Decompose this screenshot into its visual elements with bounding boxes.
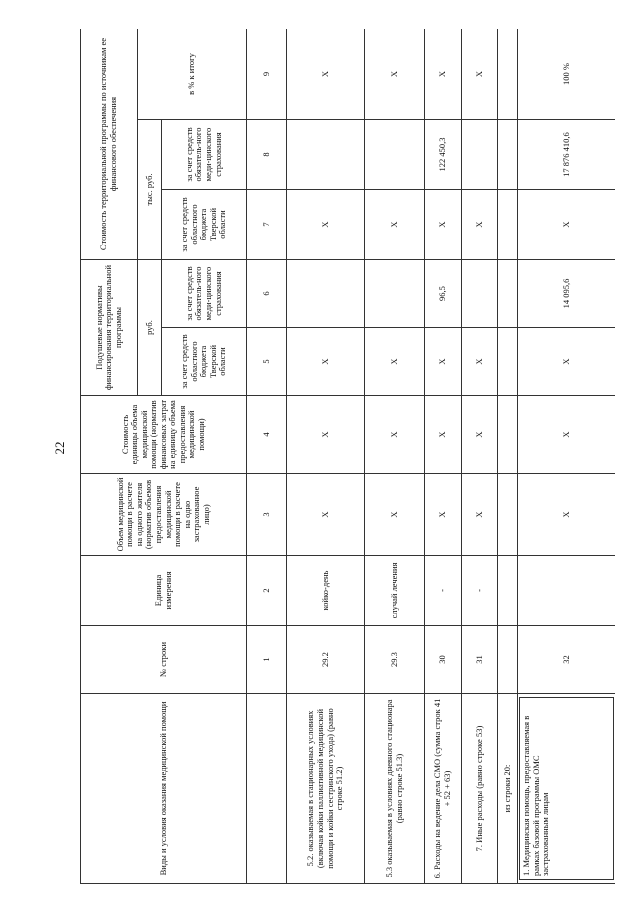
column-number: 1 [247, 626, 287, 694]
row-cost-oms [365, 120, 425, 190]
row-unit-cost: X [462, 396, 498, 474]
row-name-cell [518, 694, 616, 884]
row-percent: X [365, 29, 425, 120]
header-cost-oms: за счет средств обязатель-ного меди-цинского страхования [162, 120, 247, 190]
row-unit-cost: X [287, 396, 365, 474]
subheader: из строки 20: [498, 694, 518, 884]
row-unit-cost: X [365, 396, 425, 474]
empty-cell [498, 396, 518, 474]
row-unit: случай лечения [365, 556, 425, 626]
row-cost-oms: 17 876 410,6 [518, 120, 616, 190]
table-row [425, 29, 462, 884]
column-number: 3 [247, 474, 287, 556]
empty-cell [498, 474, 518, 556]
row-per-capita-budget: X [462, 328, 498, 396]
header-per-capita-unit: руб. [138, 260, 162, 396]
header-volume: Объем медицинской помощи в расчете на одного жителя (норматив объемов предоставления медицинской помощи в расчете на одно застрахованное лицо) [81, 474, 247, 556]
empty-cell [498, 29, 518, 120]
row-unit: койко-день [287, 556, 365, 626]
row-cost-oms [287, 120, 365, 190]
row-unit-cost: X [425, 396, 462, 474]
row-per-capita-oms [365, 260, 425, 328]
header-per-capita-oms: за счет средств обязатель-ного меди-цинского страхования [162, 260, 247, 328]
column-number: 8 [247, 120, 287, 190]
column-number: 9 [247, 29, 287, 120]
row-number: 31 [462, 626, 498, 694]
row-volume: X [287, 474, 365, 556]
header-percent: в % к итогу [138, 29, 247, 120]
table-row [365, 29, 425, 884]
row-name: 5.3 оказываемая в условиях дневного стационара (равно строке 51.3) [365, 694, 425, 884]
header-per-capita-budget: за счет средств областного бюджета Тверской области [162, 328, 247, 396]
row-per-capita-oms [462, 260, 498, 328]
row-per-capita-budget: X [425, 328, 462, 396]
row-unit: - [462, 556, 498, 626]
row-percent: X [462, 29, 498, 120]
row-volume: X [425, 474, 462, 556]
column-number: 6 [247, 260, 287, 328]
column-number: 5 [247, 328, 287, 396]
header-cost-unit: тыс. руб. [138, 120, 162, 260]
row-number: 30 [425, 626, 462, 694]
column-number: 2 [247, 556, 287, 626]
header-cost-budget: за счет средств областного бюджета Тверской области [162, 190, 247, 260]
table-container [80, 29, 615, 884]
column-number: 4 [247, 396, 287, 474]
empty-cell [498, 556, 518, 626]
table-row [462, 29, 498, 884]
row-unit-cost: X [518, 396, 616, 474]
financing-table [80, 29, 615, 884]
row-cost-oms: 122 450,3 [425, 120, 462, 190]
row-cost-oms [462, 120, 498, 190]
row-cost-budget: X [518, 190, 616, 260]
row-number: 29.3 [365, 626, 425, 694]
page-number: 22 [52, 441, 67, 455]
row-cost-budget: X [365, 190, 425, 260]
row-cost-budget: X [287, 190, 365, 260]
row-name: 5.2. оказываемая в стационарных условиях (включая койки паллиативной медицинской помощи и койки сестринского ухода) (равно строке 51.2) [287, 694, 365, 884]
row-name: 1. Медицинская помощь, предоставляемая в рамках базовой программы ОМС застрахованным лицам [519, 697, 614, 880]
empty-cell [498, 328, 518, 396]
row-per-capita-oms [287, 260, 365, 328]
empty-cell [498, 626, 518, 694]
row-volume: X [518, 474, 616, 556]
header-cost: Стоимость территориальной программы по источникам ее финансового обеспечения [81, 29, 138, 260]
header-per-capita: Подушевые нормативы финансирования территориальной программы [81, 260, 138, 396]
header-kinds: Виды и условия оказания медицинской помощи [81, 694, 247, 884]
empty-cell [498, 190, 518, 260]
column-number [247, 694, 287, 884]
row-number: 29.2 [287, 626, 365, 694]
table-row [518, 29, 616, 884]
row-percent: X [425, 29, 462, 120]
row-name: 6. Расходы на ведение дела СМО (сумма строк 41 + 52 + 63) [425, 694, 462, 884]
row-per-capita-oms: 14 095,6 [518, 260, 616, 328]
empty-cell [498, 260, 518, 328]
row-percent: X [287, 29, 365, 120]
table-row [287, 29, 365, 884]
row-unit: - [425, 556, 462, 626]
column-number: 7 [247, 190, 287, 260]
row-per-capita-oms: 96,5 [425, 260, 462, 328]
subheader-row [498, 29, 518, 884]
row-unit [518, 556, 616, 626]
row-per-capita-budget: X [365, 328, 425, 396]
empty-cell [498, 120, 518, 190]
row-number: 32 [518, 626, 616, 694]
header-unit-cost: Стоимость единицы объема медицинской помощи (норматив финансовых затрат на единицу объема предоставления медицинской помощи) [81, 396, 247, 474]
column-number-row [247, 29, 287, 884]
row-volume: X [462, 474, 498, 556]
row-name: 7. Иные расходы (равно строке 53) [462, 694, 498, 884]
row-cost-budget: X [462, 190, 498, 260]
header-unit: Единица измерения [81, 556, 247, 626]
row-volume: X [365, 474, 425, 556]
row-percent: 100 % [518, 29, 616, 120]
header-row-no: № строки [81, 626, 247, 694]
row-cost-budget: X [425, 190, 462, 260]
row-per-capita-budget: X [287, 328, 365, 396]
row-per-capita-budget: X [518, 328, 616, 396]
